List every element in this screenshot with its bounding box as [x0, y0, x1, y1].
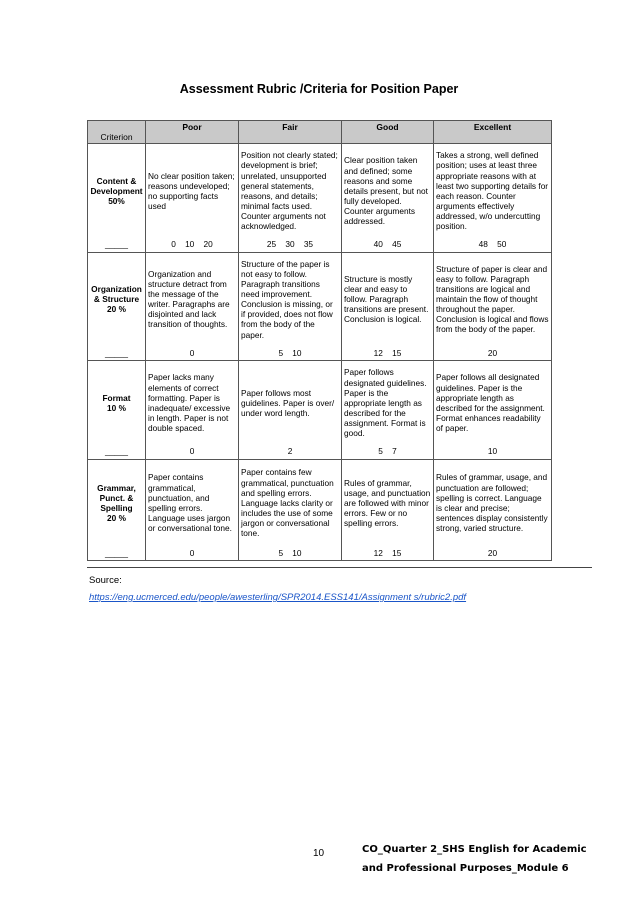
good-description: Rules of grammar, usage, and punctuation are followed with minor errors. Few or no spelling errors.	[342, 459, 434, 546]
header-fair: Fair	[239, 121, 342, 144]
excellent-points: 20	[434, 546, 552, 561]
criterion-label: Organization & Structure	[91, 284, 142, 305]
score-blank: _____	[88, 445, 146, 460]
page-title: Assessment Rubric /Criteria for Position Paper	[179, 82, 459, 96]
rubric-table	[87, 120, 552, 561]
score-row	[88, 238, 552, 253]
score-blank: _____	[88, 346, 146, 361]
score-blank: _____	[88, 238, 146, 253]
fair-description: Paper follows most guidelines. Paper is over/ under word length.	[239, 361, 342, 445]
poor-points: 0	[146, 546, 239, 561]
table-row	[88, 144, 552, 238]
poor-description: Paper contains grammatical, punctuation, and spelling errors. Language uses jargon or conversational tone.	[146, 459, 239, 546]
criterion-percent: 20 %	[107, 512, 126, 523]
fair-points: 2	[239, 445, 342, 460]
good-points: 40 45	[342, 238, 434, 253]
poor-points: 0	[146, 445, 239, 460]
header-poor: Poor	[146, 121, 239, 144]
poor-description: Organization and structure detract from the message of the writer. Paragraphs are disjointed and lack transition of thoughts.	[146, 252, 239, 346]
good-points: 12 15	[342, 346, 434, 361]
excellent-points: 10	[434, 445, 552, 460]
table-row	[88, 252, 552, 346]
criterion-label: Grammar, Punct. & Spelling	[97, 482, 136, 513]
score-row	[88, 546, 552, 561]
fair-points: 5 10	[239, 346, 342, 361]
fair-description: Structure of the paper is not easy to follow. Paragraph transitions need improvement. Conclusion is missing, or if provided, does not flow from the body of the paper.	[239, 252, 342, 346]
criterion-cell	[88, 144, 146, 238]
score-row	[88, 445, 552, 460]
source-label: Source:	[89, 575, 122, 586]
fair-description: Position not clearly stated; development is brief; unrelated, unsupported general statements, reasons, and details; minimal facts used. Counter arguments not acknowledged.	[239, 144, 342, 238]
table-row	[88, 361, 552, 445]
footer-line-1: CO_Quarter 2_SHS English for Academic	[362, 844, 587, 855]
criterion-cell	[88, 459, 146, 546]
excellent-description: Paper follows all designated guidelines. Paper is the appropriate length as described for the assignment. Format enhances readability of paper.	[434, 361, 552, 445]
good-points: 12 15	[342, 546, 434, 561]
score-blank: _____	[88, 546, 146, 561]
criterion-label: Format	[102, 392, 131, 403]
excellent-description: Structure of paper is clear and easy to follow. Paragraph transitions are logical and maintain the flow of thought throughout the paper. Conclusion is logical and flows from the body of the paper.	[434, 252, 552, 346]
poor-points: 0 10 20	[146, 238, 239, 253]
criterion-cell	[88, 361, 146, 445]
criterion-percent: 50%	[108, 195, 125, 206]
criterion-cell	[88, 252, 146, 346]
source-link[interactable]: https://eng.ucmerced.edu/people/awesterling/SPR2014.ESS141/Assignment s/rubric2.pdf	[89, 592, 467, 603]
score-row	[88, 346, 552, 361]
header-excellent: Excellent	[434, 121, 552, 144]
poor-points: 0	[146, 346, 239, 361]
poor-description: Paper lacks many elements of correct formatting. Paper is inadequate/ excessive in length. Paper is not double spaced.	[146, 361, 239, 445]
table-row	[88, 459, 552, 546]
criterion-percent: 10 %	[107, 402, 126, 413]
table-header-row	[88, 121, 552, 144]
excellent-description: Takes a strong, well defined position; uses at least three appropriate reasons with at least two supporting details for each reason. Counter arguments effectively addressed, w/o undercutting position.	[434, 144, 552, 238]
page-number: 10	[313, 848, 325, 859]
good-points: 5 7	[342, 445, 434, 460]
good-description: Paper follows designated guidelines. Paper is the appropriate length as described for the assignment. Format is good.	[342, 361, 434, 445]
fair-points: 5 10	[239, 546, 342, 561]
fair-description: Paper contains few grammatical, punctuation and spelling errors. Language lacks clarity or includes the use of some jargon or conversational tone.	[239, 459, 342, 546]
header-criterion: Criterion	[88, 121, 146, 144]
footer-line-2: and Professional Purposes_Module 6	[362, 863, 569, 874]
excellent-description: Rules of grammar, usage, and punctuation are followed; spelling is correct. Language is clear and precise; sentences display consistently strong, varied structure.	[434, 459, 552, 546]
good-description: Structure is mostly clear and easy to follow. Paragraph transitions are present. Conclusion is logical.	[342, 252, 434, 346]
footer	[362, 840, 632, 878]
criterion-percent: 20 %	[107, 304, 126, 315]
header-good: Good	[342, 121, 434, 144]
criterion-label: Content & Development	[90, 175, 143, 196]
fair-points: 25 30 35	[239, 238, 342, 253]
good-description: Clear position taken and defined; some reasons and some details present, but not fully developed. Counter arguments addressed.	[342, 144, 434, 238]
poor-description: No clear position taken; reasons undeveloped; no supporting facts used	[146, 144, 239, 238]
excellent-points: 20	[434, 346, 552, 361]
divider	[87, 567, 592, 568]
excellent-points: 48 50	[434, 238, 552, 253]
